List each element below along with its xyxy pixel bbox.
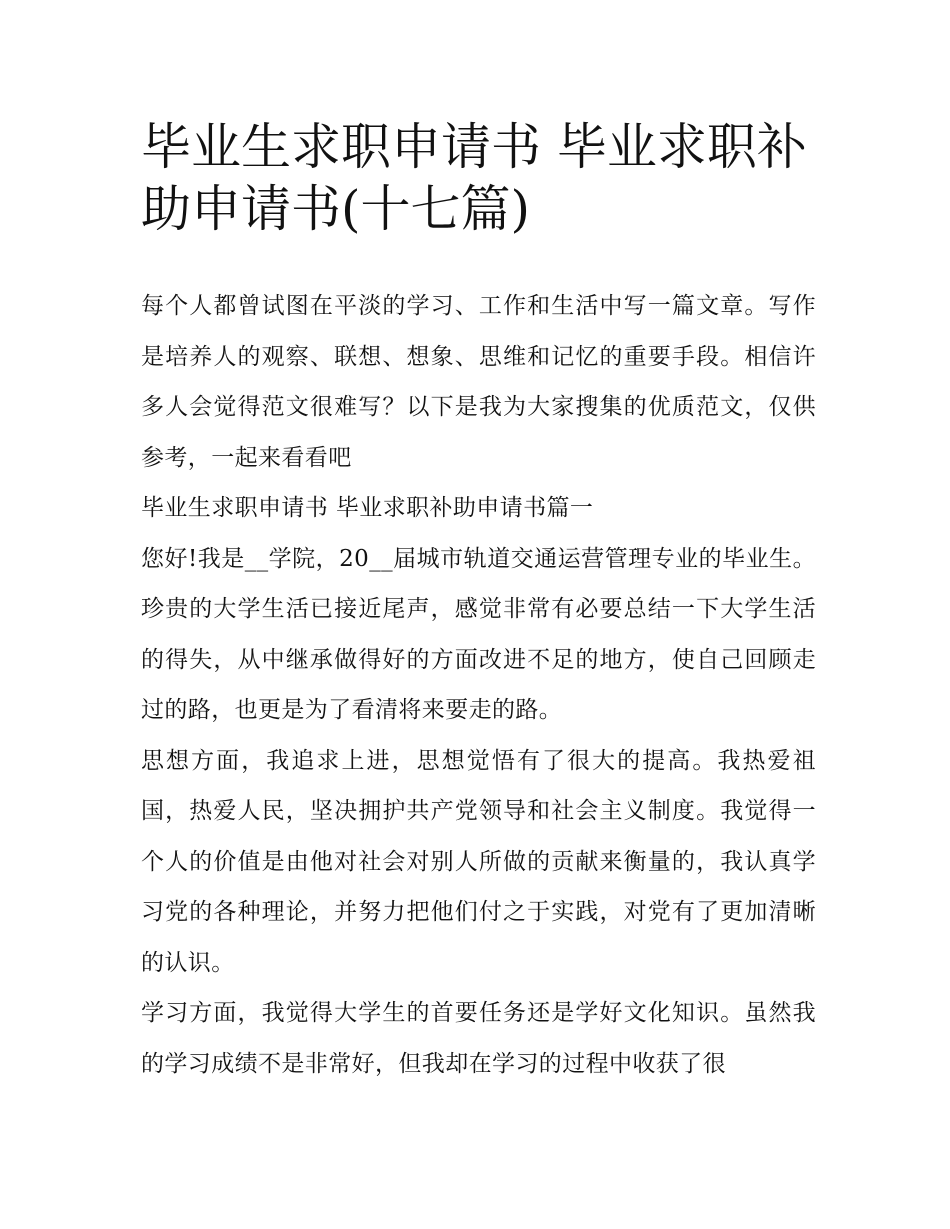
section-heading: 毕业生求职申请书 毕业求职补助申请书篇一 bbox=[141, 495, 594, 521]
body-paragraph-study: 学习方面，我觉得大学生的首要任务还是学好文化知识。虽然我的学习成绩不是非常好，但我却在学习的过程中收获了很 bbox=[141, 1000, 816, 1077]
body-paragraph-ideology: 思想方面，我追求上进，思想觉悟有了很大的提高。我热爱祖国，热爱人民，坚决拥护共产党领导和社会主义制度。我觉得一个人的价值是由他对社会对别人所做的贡献来衡量的，我认真学习党的各种理论，并努力把他们付之于实践，对党有了更加清晰的认识。 bbox=[141, 747, 816, 976]
document-title: 毕业生求职申请书 毕业求职补助申请书(十七篇) bbox=[141, 118, 807, 238]
intro-paragraph: 每个人都曾试图在平淡的学习、工作和生活中写一篇文章。写作是培养人的观察、联想、想象、思维和记忆的重要手段。相信许多人会觉得范文很难写？以下是我为大家搜集的优质范文，仅供参考，一起来看看吧 bbox=[141, 293, 816, 471]
document-body bbox=[141, 281, 816, 1089]
body-paragraph-greeting: 您好!我是__学院，20__届城市轨道交通运营管理专业的毕业生。珍贵的大学生活已接近尾声，感觉非常有必要总结一下大学生活的得失，从中继承做得好的方面改进不足的地方，使自己回顾走过的路，也更是为了看清将来要走的路。 bbox=[141, 545, 816, 723]
